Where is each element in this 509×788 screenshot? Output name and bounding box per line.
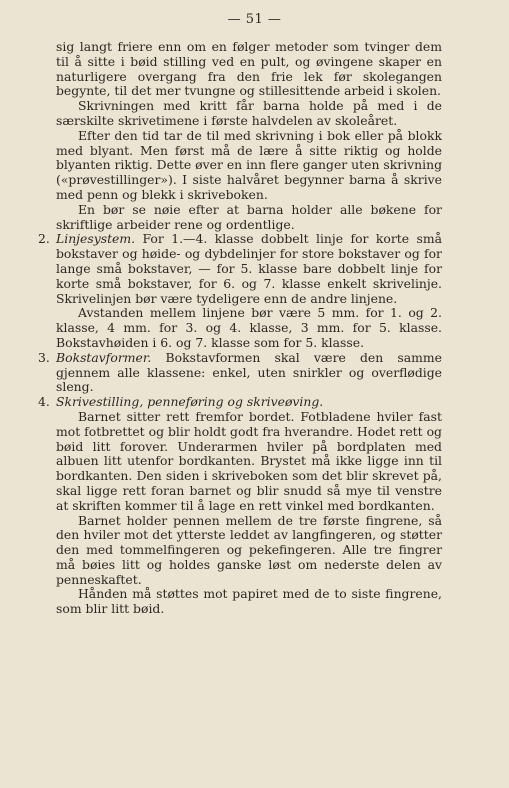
- item-text: For 1.—4. klasse dobbelt linje for korte små bokstaver og høide- og dybdelinjer for store bokstaver og for lange små bokstaver, — for 5. klasse bare dobbelt linje for korte små bokstaver, for 6. og 7. klasse enkelt skrivelinje. Skrivelinjen bør være tydeligere enn de andre linjene.: [56, 231, 442, 306]
- paragraph: Avstanden mellem linjene bør være 5 mm. for 1. og 2. klasse, 4 mm. for 3. og 4. klasse, 3 mm. for 5. klasse. Bokstavhøiden i 6. og 7. klasse som for 5. klasse.: [56, 305, 442, 350]
- paragraph: Efter den tid tar de til med skrivning i bok eller på blokk med blyant. Men først må de lære å sitte riktig og holde blyanten riktig. Dette øver en inn flere ganger uten skrivning («prøvestillinger»). I siste halvåret begynner barna å skrive med penn og blekk i skriveboken.: [56, 127, 442, 202]
- item-number: 3.: [38, 349, 50, 365]
- item-heading: Linjesystem.: [56, 231, 136, 247]
- list-item: [38, 394, 442, 410]
- paragraph: Barnet holder pennen mellem de tre første fingrene, så den hviler mot det ytterste leddet av langfingeren, og støtter den med tommelfingeren og pekefingeren. Alle tre fingrer må bøies litt og holdes ganske løst om nederste delen av penneskaftet.: [56, 512, 442, 587]
- list-item: [38, 349, 442, 395]
- paragraph: Barnet sitter rett fremfor bordet. Fotbladene hviler fast mot fotbrettet og blir holdt godt fra hverandre. Hodet rett og bøid litt forover. Underarmen hviler på bordplaten med albuen litt utenfor bordkanten. Brystet må ikke ligge inn til bordkanten. Den siden i skriveboken som det blir skrevet på, skal ligge rett foran barnet og blir snudd så mye til venstre at skriften kommer til å lage en rett vinkel med bordkanten.: [56, 408, 442, 513]
- item-number: 4.: [38, 394, 50, 410]
- page-number: — 51 —: [227, 12, 282, 27]
- paragraph: Skrivningen med kritt får barna holde på med i de særskilte skrivetimene i første halvdelen av skoleåret.: [56, 98, 442, 128]
- list-item: [38, 231, 442, 306]
- item-heading: Skrivestilling, penneføring og skriveøving.: [56, 394, 324, 410]
- item-heading: Bokstavformer.: [56, 349, 152, 365]
- paragraph: En bør se nøie efter at barna holder alle bøkene for skriftlige arbeider rene og ordentlige.: [56, 201, 442, 232]
- item-number: 2.: [38, 231, 50, 247]
- item-text: Bokstavformen skal være den samme gjennem alle klassene: enkel, uten snirkler og overflødige sleng.: [56, 349, 442, 395]
- paragraph: sig langt friere enn om en følger metoder som tvinger dem til å sitte i bøid stilling ved en pult, og øvingene skaper en naturligere overgang fra den frie lek før skolegangen begynte, til det mer tvungne og stillesittende arbeid i skolen.: [56, 39, 442, 99]
- paragraph: Hånden må støttes mot papiret med de to siste fingrene, som blir litt bøid.: [56, 586, 442, 617]
- body-text: [38, 39, 442, 617]
